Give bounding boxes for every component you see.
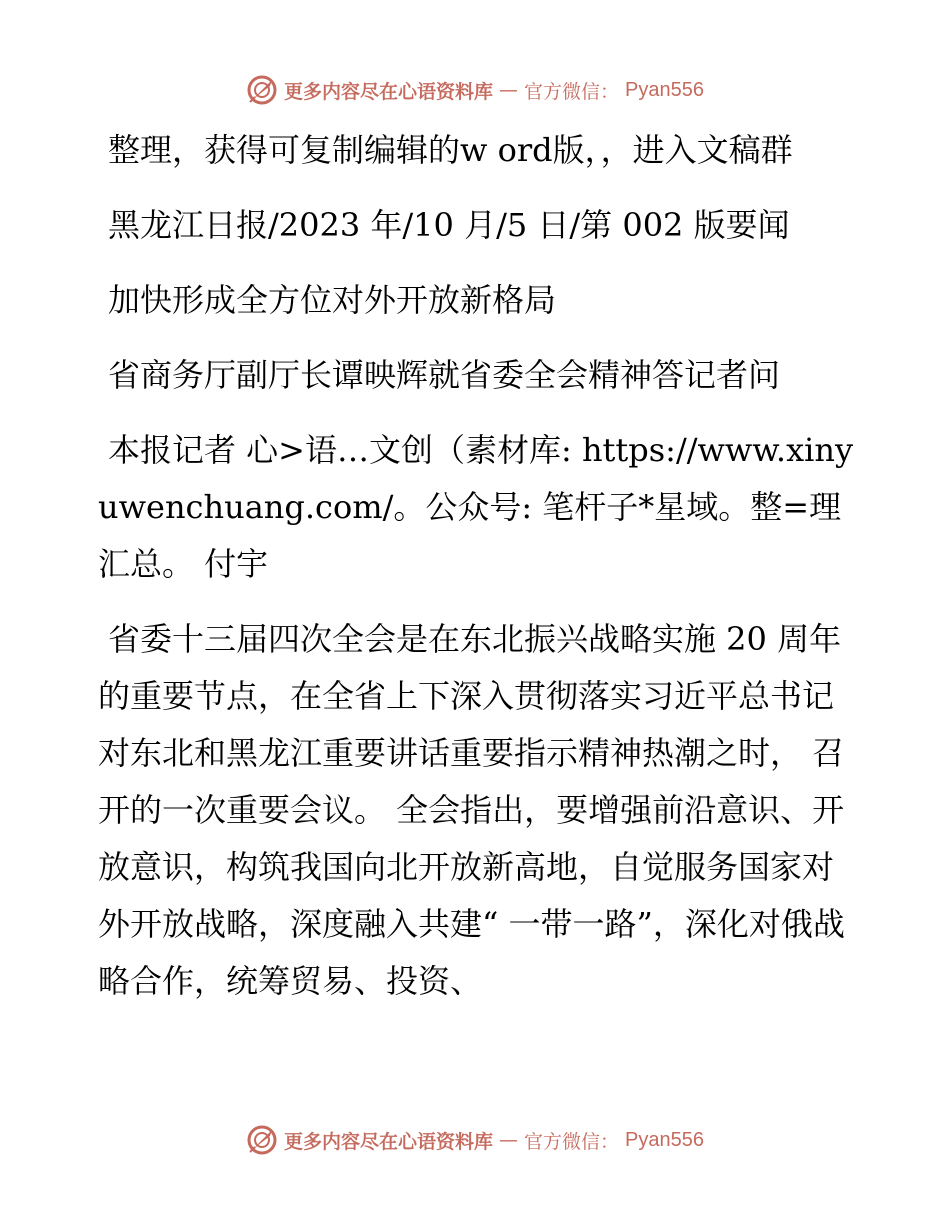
intro-line: 整理，获得可复制编辑的w ord版，，进入文稿群 bbox=[108, 131, 793, 169]
header-wechat-label: 官方微信： bbox=[524, 80, 620, 103]
subheadline-text: 省委全会精神答记者问 bbox=[460, 356, 781, 394]
header-wechat-id: Pyan556 bbox=[625, 78, 704, 101]
header-separator: — bbox=[499, 79, 519, 101]
source-line: 黑龙江日报/2023 年/10 月/5 日/第 002 版要闻 bbox=[108, 206, 790, 244]
footer-separator: — bbox=[499, 1129, 519, 1151]
footer-wechat-id: Pyan556 bbox=[625, 1128, 704, 1151]
header-banner-inner bbox=[246, 74, 704, 106]
footer-banner bbox=[0, 1120, 950, 1160]
subheadline bbox=[98, 347, 858, 404]
header-brand-title: 更多内容尽在心语资料库 bbox=[284, 80, 494, 103]
header-banner bbox=[0, 70, 950, 110]
headline: 加快形成全方位对外开放新格局 bbox=[108, 281, 557, 319]
footer-brand-title: 更多内容尽在心语资料库 bbox=[284, 1130, 494, 1153]
footer-wechat-label: 官方微信： bbox=[524, 1130, 620, 1153]
footer-banner-inner bbox=[246, 1124, 704, 1156]
brand-logo-icon bbox=[246, 74, 278, 106]
document-body bbox=[98, 122, 858, 1010]
paragraph-1: 省委十三届四次全会是在东北振兴战略实施 20 周年的重要节点，在全省上下深入贯彻落实习近平总书记对东北和黑龙江重要讲话重要指示精神热潮之时， 召开的一次重要会议。 全会指出，要增强前沿意识、开放意识，构筑我国向北开放新高地，自觉服务国家对外开放战略，深度融入共建“ 一带一路”，深化对俄战略合作，统筹贸易、投资、 bbox=[98, 620, 845, 1000]
subheadline-prefix: 省商务厅副厅长谭映辉就 bbox=[108, 356, 461, 394]
brand-logo-icon bbox=[246, 1124, 278, 1156]
byline: 本报记者 心>语…文创（素材库: https://www.xinyuwenchuang.com/。公众号: 笔杆子*星域。整=理汇总。 付宇 bbox=[98, 431, 854, 583]
